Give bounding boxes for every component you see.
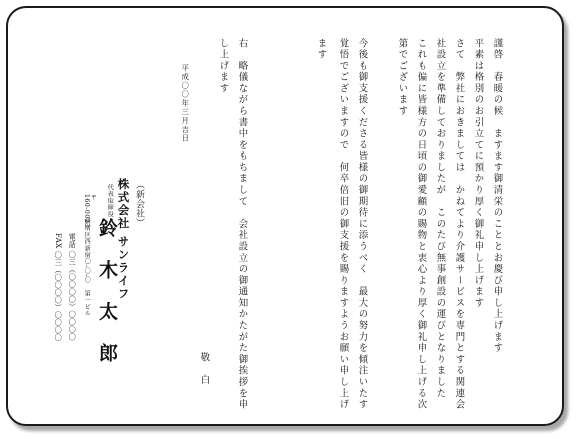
letter-line-4: 社設立を準備しておりましたが このたび無事創設の運びとなりました bbox=[434, 38, 446, 400]
closing-line-2: し上げます bbox=[217, 38, 229, 95]
postal-code: 160-0023 bbox=[83, 194, 91, 228]
letter-line-7: 今後も御支援くださる皆様の御期待に添うべく 最大の努力を傾注いたす bbox=[356, 38, 368, 411]
phone-label: 電話 bbox=[68, 233, 78, 248]
letter-line-6: 第でございます bbox=[396, 38, 408, 118]
company-name: 株式会社 サンライフ bbox=[116, 178, 131, 301]
representative-name: 鈴 木 太 郎 bbox=[96, 218, 118, 370]
new-company-note: （新会社） bbox=[134, 180, 144, 228]
closing-word: 敬 白 bbox=[198, 352, 210, 386]
letter-line-3: さて 弊社におきましては かねてより介護サービスを専門とする関連会 bbox=[453, 38, 465, 411]
letter-line-5: これも偏に皆様方の日頃の御愛顧の賜物と衷心より厚く御礼申し上げる次 bbox=[415, 38, 427, 411]
letter-line-8: 覚悟でございますので 何卒倍旧の御支援を賜りますようお願い申し上げ bbox=[337, 38, 349, 411]
phone-value: 〇三（〇〇〇〇）〇〇〇〇 bbox=[68, 250, 78, 341]
address: 新宿区西新宿〇-〇-〇 第一ビル bbox=[83, 218, 91, 317]
fax-value: 〇三（〇〇〇〇）〇〇〇〇 bbox=[54, 251, 64, 342]
letter-date: 平成〇〇年三月吉日 bbox=[181, 64, 191, 144]
closing-line-1: 右 略儀ながら書中をもちまして 会社設立の御通知かたがた御挨拶を申 bbox=[236, 38, 248, 411]
phone-line bbox=[69, 233, 76, 341]
letter-line-1: 謹啓 春暖の候 ますます御清栄のこととお慶び申し上げます bbox=[491, 38, 503, 355]
representative-title: 代表取締役 bbox=[106, 184, 114, 218]
letter-line-9: ます bbox=[315, 38, 327, 61]
fax-line bbox=[55, 233, 62, 341]
fax-label: FAX bbox=[54, 233, 64, 249]
letter-line-2: 平素は格別のお引立てに預かり厚く御礼申し上げます bbox=[472, 38, 484, 309]
postal-mark: 〒 bbox=[89, 194, 97, 201]
